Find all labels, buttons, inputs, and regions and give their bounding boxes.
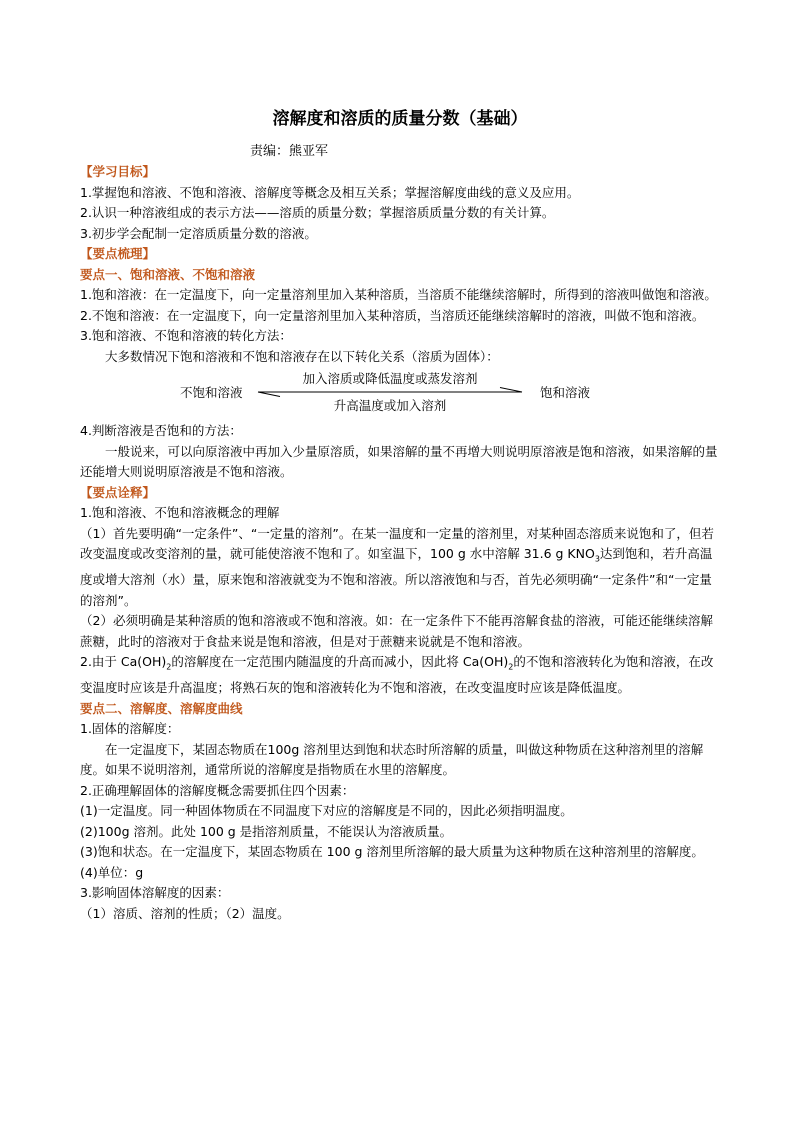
diagram-top-label: 加入溶质或降低温度或蒸发溶剂	[302, 371, 478, 386]
point2-item: 3.影响固体溶解度的因素：	[80, 885, 230, 900]
diagram-bottom-label: 升高温度或加入溶剂	[333, 398, 447, 413]
explain-item: 1.饱和溶液、不饱和溶液概念的理解	[80, 505, 280, 520]
section-heading-explain: 【要点诠释】	[80, 484, 156, 500]
explain-text: 的溶解度在一定范围内随温度的升高而减小，因此将 Ca(OH)	[171, 654, 509, 669]
point2-subitem: (3)饱和状态。在一定温度下，某固态物质在 100 g 溶剂里所溶解的最大质量为这种物质在这种溶剂里的溶解度。	[80, 844, 704, 859]
goal-item: 1.掌握饱和溶液、不饱和溶液、溶解度等概念及相互关系；掌握溶解度曲线的意义及应用。	[80, 184, 580, 200]
judge-heading: 4.判断溶液是否饱和的方法：	[80, 423, 242, 438]
editor-line: 责编：熊亚军	[250, 144, 329, 159]
point2-subitem: (2)100g 溶剂。此处 100 g 是指溶剂质量，不能误认为溶液质量。	[80, 823, 453, 839]
explain-text: 达到饱和，若升高温度或增大溶剂（水）量，原来饱和溶液就变为不饱和溶液。所以溶液饱和与否，首先必须明确“一定条件”和“一定量的溶剂”。	[80, 546, 713, 608]
conversion-note: 大多数情况下饱和溶液和不饱和溶液存在以下转化关系（溶质为固体）：	[105, 348, 499, 364]
document-body	[80, 162, 720, 924]
section-heading-points: 【要点梳理】	[80, 246, 156, 261]
goal-item: 2.认识一种溶液组成的表示方法——溶质的质量分数；掌握溶质质量分数的有关计算。	[80, 205, 555, 220]
point2-title: 要点二、溶解度、溶解度曲线	[80, 700, 243, 716]
section-heading-goals: 【学习目标】	[80, 164, 156, 179]
point1-title: 要点一、饱和溶液、不饱和溶液	[80, 266, 256, 282]
explain-text: 2.由于 Ca(OH)	[80, 654, 167, 669]
explain-text: 的不饱和溶液转化为饱和溶液，在改变温度时应该是升高温度；将熟石灰的饱和溶液转化为不饱和溶液，在改变温度时应该是降低温度。	[80, 654, 714, 695]
judge-text: 一般说来，可以向原溶液中再加入少量原溶质，如果溶解的量不再增大则说明原溶液是饱和溶液，如果溶解的量还能增大则说明原溶液是不饱和溶液。	[80, 443, 718, 479]
point2-subitem: (4)单位：g	[80, 864, 144, 880]
subscript: 2	[508, 662, 514, 672]
point2-item: 2.正确理解固体的溶解度概念需要抓住四个因素：	[80, 782, 355, 798]
subscript: 3	[594, 554, 600, 564]
explain-paragraph	[80, 524, 720, 612]
point2-text: 在一定温度下，某固态物质在100g 溶剂里达到饱和状态时所溶解的质量，叫做这种物质在这种溶剂里的溶解度。如果不说明溶剂，通常所说的溶解度是指物质在水里的溶解度。	[80, 741, 704, 777]
goal-item: 3.初步学会配制一定溶质质量分数的溶液。	[80, 225, 317, 241]
explain-paragraph	[80, 652, 720, 699]
document-title: 溶解度和溶质的质量分数（基础）	[272, 109, 528, 129]
diagram-left-label: 不饱和溶液	[180, 385, 243, 400]
subscript: 2	[166, 662, 172, 672]
point1-item: 1.饱和溶液：在一定温度下，向一定量溶剂里加入某种溶质，当溶质不能继续溶解时，所得到的溶液叫做饱和溶液。	[80, 287, 717, 302]
conversion-diagram	[80, 369, 720, 417]
point1-item: 3.饱和溶液、不饱和溶液的转化方法：	[80, 328, 292, 343]
diagram-right-label: 饱和溶液	[540, 385, 591, 400]
point2-subitem: (1)一定温度。同一种固体物质在不同温度下对应的溶解度是不同的，因此必须指明温度。	[80, 803, 573, 818]
explain-paragraph: （2）必须明确是某种溶质的饱和溶液或不饱和溶液。如：在一定条件下不能再溶解食盐的溶液，可能还能继续溶解蔗糖，此时的溶液对于食盐来说是饱和溶液，但是对于蔗糖来说就是不饱和溶液。	[80, 613, 713, 649]
point2-item: 1.固体的溶解度：	[80, 721, 180, 736]
explain-text: （1）首先要明确“一定条件”、“一定量的溶剂”。在某一温度和一定量的溶剂里，对某种固态溶质来说饱和了，但若改变温度或改变溶剂的量，就可能使溶液不饱和了。如室温下，100 g 水中溶解 31.6 g KNO	[80, 525, 714, 561]
point2-text: （1）溶质、溶剂的性质；（2）温度。	[80, 905, 290, 921]
point1-item: 2.不饱和溶液：在一定温度下，向一定量溶剂里加入某种溶质，当溶质还能继续溶解时的溶液，叫做不饱和溶液。	[80, 307, 705, 323]
